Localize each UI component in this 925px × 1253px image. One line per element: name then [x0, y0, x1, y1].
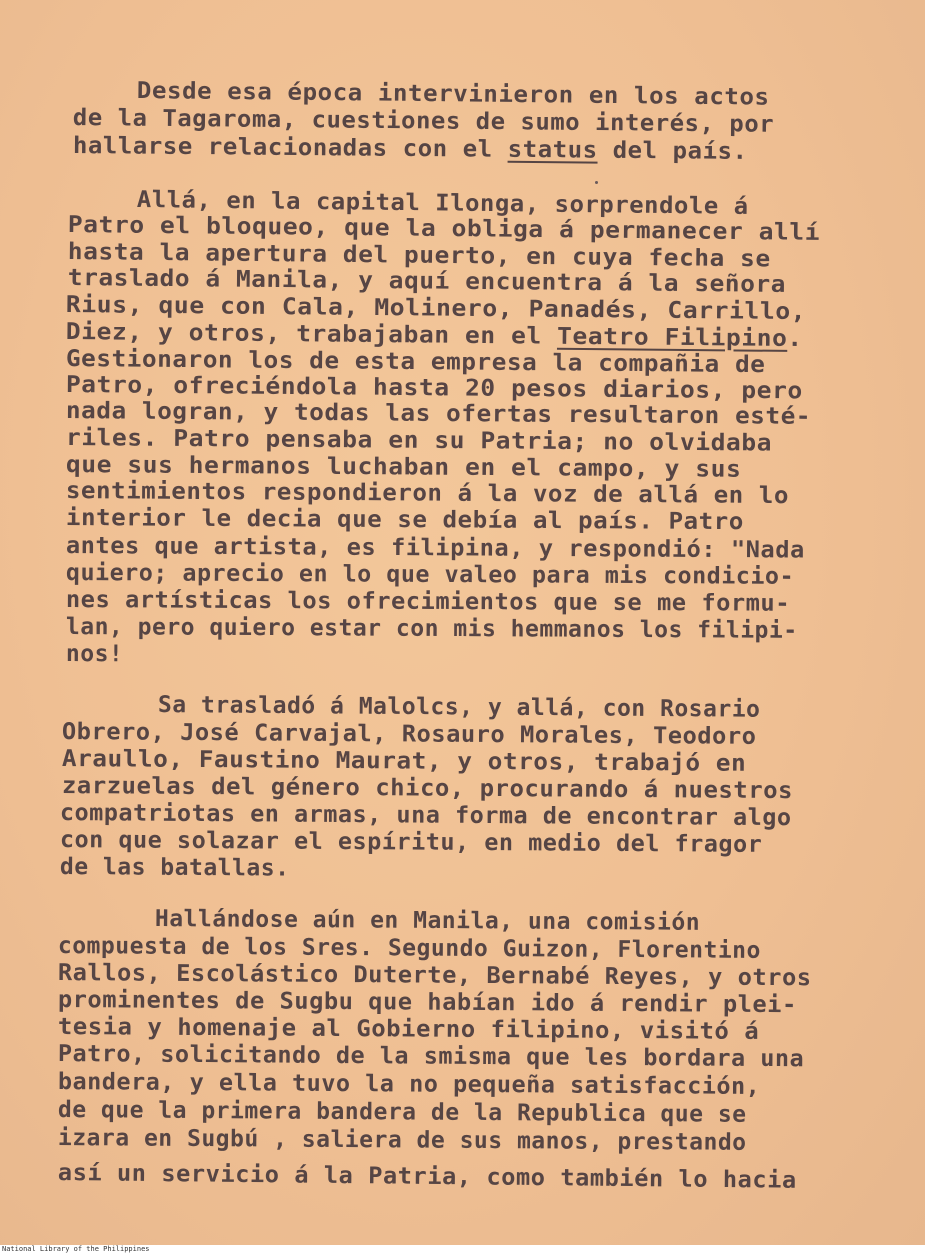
- library-credit: National Library of the Philippines: [2, 1245, 150, 1253]
- text-line: hasta la apertura del puerto, en cuya fecha se: [67, 239, 771, 273]
- text-line: riles. Patro pensaba en su Patria; no olvidaba: [65, 425, 773, 457]
- text-line: Rius, que con Cala, Molinero, Panadés, Carrillo,: [65, 292, 807, 326]
- text-line: quiero; aprecio en lo que valeo para mis condicio-: [65, 560, 795, 590]
- text-line: lan, pero quiero estar con mis hemmanos los filipi-: [65, 614, 798, 644]
- text-line: compuesta de los Sres. Segundo Guizon, Florentino: [57, 933, 761, 964]
- text-line: Patro, ofreciéndola hasta 20 pesos diarios, pero: [65, 372, 803, 405]
- text-line: traslado á Manila, y aquí encuentra á la señora: [67, 265, 787, 298]
- text-line: de que la primera bandera de la Republica que se: [57, 1097, 747, 1128]
- text-line: izara en Sugbú , saliera de sus manos, prestando: [57, 1125, 747, 1156]
- underlined-word: status: [507, 136, 598, 164]
- text-line: que sus hermanos luchaban en el campo, y sus: [65, 452, 742, 483]
- text-line: antes que artista, es filipina, y respondió: "Nada: [65, 533, 805, 564]
- text-line: Allá, en la capital Ilonga, sorprendole á: [136, 187, 749, 220]
- text-line: interior le decia que se debía al país. Patro: [65, 505, 744, 536]
- text-line: Desde esa época intervinieron en los actos: [136, 78, 770, 111]
- ink-speck: [595, 181, 598, 184]
- text-line: compatriotas en armas, una forma de encontrar algo: [59, 800, 792, 832]
- text-line: Rallos, Escolástico Duterte, Bernabé Reyes, y otros: [57, 960, 812, 992]
- text-line: nada logran, y todas las ofertas resultaron esté-: [65, 398, 812, 430]
- text-line: sentimientos respondieron á la voz de allá en lo: [65, 478, 790, 510]
- text-line: Araullo, Faustino Maurat, y otros, trabajó en: [61, 746, 747, 777]
- text-line: Sa trasladó á Malolcs, y allá, con Rosario: [157, 692, 761, 723]
- text-line: de la Tagaroma, cuestiones de sumo interés, por: [72, 105, 775, 138]
- text-line: Patro, solicitando de la smisma que les bordara una: [57, 1041, 805, 1073]
- text-line: zarzuelas del género chico, procurando á nuestros: [61, 773, 794, 805]
- text-line: con que solazar el espíritu, en medio del fragor: [59, 827, 763, 858]
- text-line: Patro el bloqueo, que la obliga á permanecer allí: [67, 212, 821, 246]
- text-segment: del país.: [597, 137, 748, 165]
- text-line: Gestionaron los de esta empresa la compañia de: [65, 346, 766, 379]
- text-line: bandera, y ella tuvo la no pequeña satisfacción,: [57, 1069, 761, 1100]
- text-segment: hallarse relacionadas con el: [72, 133, 508, 163]
- text-segment: Diez, y otros, trabajaban en el: [65, 319, 558, 350]
- text-line: tesia y homenaje al Gobierno filipino, visitó á: [57, 1014, 760, 1045]
- underlined-phrase: Teatro Filipino: [556, 323, 788, 352]
- text-line: nes artísticas los ofrecimientos que se me formu-: [65, 587, 791, 617]
- text-line: [73, 133, 748, 165]
- text-line: nos!: [65, 641, 124, 668]
- text-line: de las batallas.: [59, 854, 290, 882]
- text-segment: .: [787, 325, 803, 353]
- text-line: Hallándose aún en Manila, una comisión: [154, 906, 701, 936]
- text-line: así un servicio á la Patria, como también lo hacia: [57, 1160, 797, 1194]
- text-line: prominentes de Sugbu que habían ido á rendir plei-: [57, 987, 797, 1019]
- text-line: Obrero, José Carvajal, Rosauro Morales, Teodoro: [61, 719, 757, 750]
